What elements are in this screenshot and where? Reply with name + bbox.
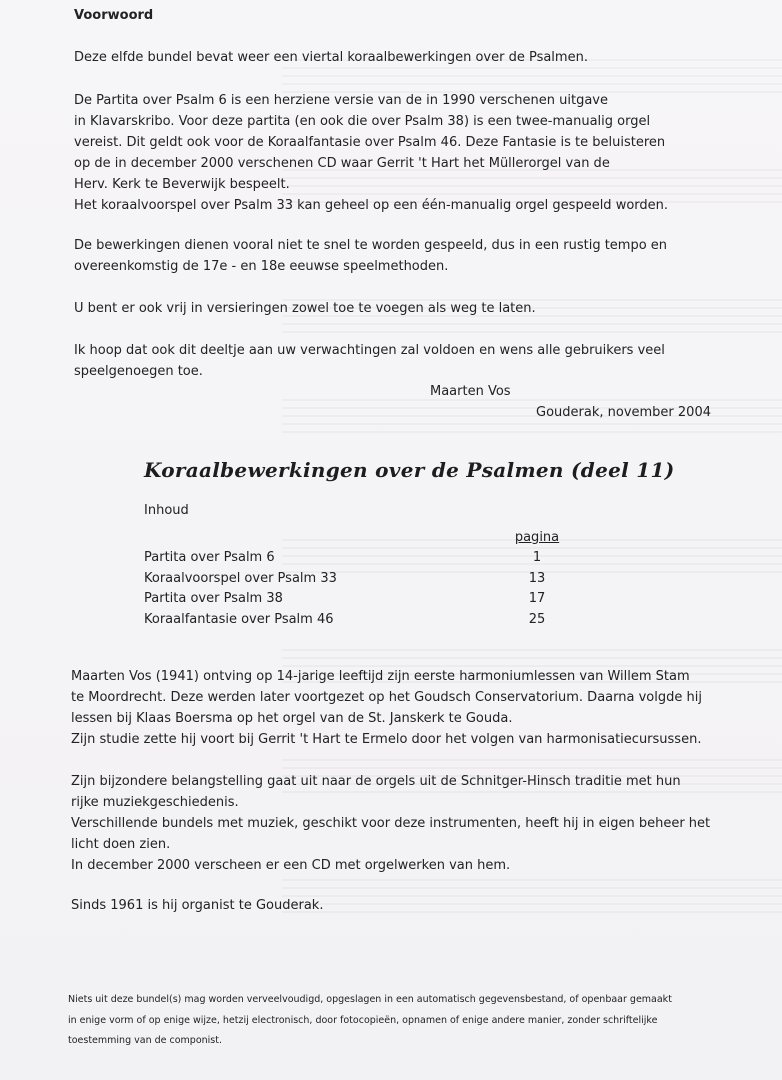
- toc-item-page: 17: [528, 591, 546, 606]
- preface-paragraph-2-line-5: Herv. Kerk te Beverwijk bespeelt.: [74, 177, 290, 192]
- toc-heading-row: [144, 503, 564, 524]
- toc-item-page: 13: [528, 570, 546, 586]
- toc-item: [144, 571, 564, 592]
- bio-paragraph-2-line-2: rijke muziekgeschiedenis.: [71, 795, 239, 810]
- preface-paragraph-3-line-1: De bewerkingen dienen vooral niet te snel te worden gespeeld, dus in een rustig tempo en: [74, 238, 668, 253]
- bio-paragraph-2-line-4: licht doen zien.: [71, 837, 171, 852]
- preface-paragraph-5-line-1: Ik hoop dat ook dit deeltje aan uw verwachtingen zal voldoen en wens alle gebruikers veel: [74, 343, 665, 358]
- toc-header-row: [144, 530, 564, 551]
- toc-item-page: 1: [532, 550, 542, 565]
- collection-title: Koraalbewerkingen over de Psalmen (deel 11): [144, 458, 675, 482]
- table-of-contents: [144, 503, 564, 632]
- toc-item-title: Partita over Psalm 6: [144, 550, 275, 565]
- copyright-line-2: in enige vorm of op enige wijze, hetzij electronisch, door fotocopieën, opnamen of enige andere manier, zonder schriftelijke: [68, 1014, 658, 1026]
- bio-paragraph-2-line-3: Verschillende bundels met muziek, geschikt voor deze instrumenten, heeft hij in eigen beheer het: [71, 816, 711, 831]
- toc-item-page: 25: [528, 611, 546, 627]
- bio-paragraph-2-line-1: Zijn bijzondere belangstelling gaat uit naar de orgels uit de Schnitger-Hinsch traditie met hun: [71, 774, 681, 789]
- copyright-line-3: toestemming van de componist.: [68, 1035, 222, 1046]
- preface-paragraph-2-line-2: in Klavarskribo. Voor deze partita (en ook die over Psalm 38) is een twee-manualig orgel: [74, 114, 651, 129]
- toc-item-title: Partita over Psalm 38: [144, 591, 283, 606]
- toc-item-title: Koraalvoorspel over Psalm 33: [144, 570, 337, 586]
- bio-paragraph-3: Sinds 1961 is hij organist te Gouderak.: [71, 898, 324, 913]
- copyright-notice: [68, 990, 672, 1052]
- toc-item-title: Koraalfantasie over Psalm 46: [144, 611, 334, 627]
- toc-item: [144, 550, 564, 571]
- toc-heading: Inhoud: [144, 503, 189, 518]
- preface-paragraph-2-line-1: De Partita over Psalm 6 is een herziene versie van de in 1990 verschenen uitgave: [74, 93, 608, 108]
- preface-paragraph-3-line-2: overeenkomstig de 17e - en 18e eeuwse speelmethoden.: [74, 259, 449, 274]
- toc-item: [144, 591, 564, 612]
- preface-heading: Voorwoord: [74, 8, 154, 23]
- preface-paragraph-1: Deze elfde bundel bevat weer een viertal koraalbewerkingen over de Psalmen.: [74, 50, 588, 65]
- page-column-header: pagina: [514, 529, 560, 545]
- preface-paragraph-4: U bent er ook vrij in versieringen zowel toe te voegen als weg te laten.: [74, 301, 536, 316]
- preface-paragraph-2-line-6: Het koraalvoorspel over Psalm 33 kan geheel op een één-manualig orgel gespeeld worden.: [74, 198, 669, 213]
- signature-name: Maarten Vos: [430, 384, 511, 399]
- toc-item: [144, 612, 564, 633]
- bio-paragraph-1-line-1: Maarten Vos (1941) ontving op 14-jarige leeftijd zijn eerste harmoniumlessen van Willem Stam: [71, 669, 690, 684]
- copyright-line-1: Niets uit deze bundel(s) mag worden verveelvoudigd, opgeslagen in een automatisch gegevensbestand, of openbaar gemaakt: [68, 994, 672, 1005]
- bio-paragraph-2-line-5: In december 2000 verscheen er een CD met orgelwerken van hem.: [71, 858, 511, 873]
- preface-paragraph-2-line-4: op de in december 2000 verschenen CD waar Gerrit 't Hart het Müllerorgel van de: [74, 156, 610, 171]
- bio-paragraph-1-line-2: te Moordrecht. Deze werden later voortgezet op het Goudsch Conservatorium. Daarna volgde hij: [71, 690, 702, 705]
- bio-paragraph-1-line-3: lessen bij Klaas Boersma op het orgel van de St. Janskerk te Gouda.: [71, 711, 513, 726]
- preface-paragraph-2-line-3: vereist. Dit geldt ook voor de Koraalfantasie over Psalm 46. Deze Fantasie is te beluisteren: [74, 135, 666, 150]
- preface-paragraph-5-line-2: speelgenoegen toe.: [74, 364, 203, 379]
- signature-place-date: Gouderak, november 2004: [536, 405, 711, 420]
- bio-paragraph-1-line-4: Zijn studie zette hij voort bij Gerrit 't Hart te Ermelo door het volgen van harmonisatiecursussen.: [71, 732, 702, 747]
